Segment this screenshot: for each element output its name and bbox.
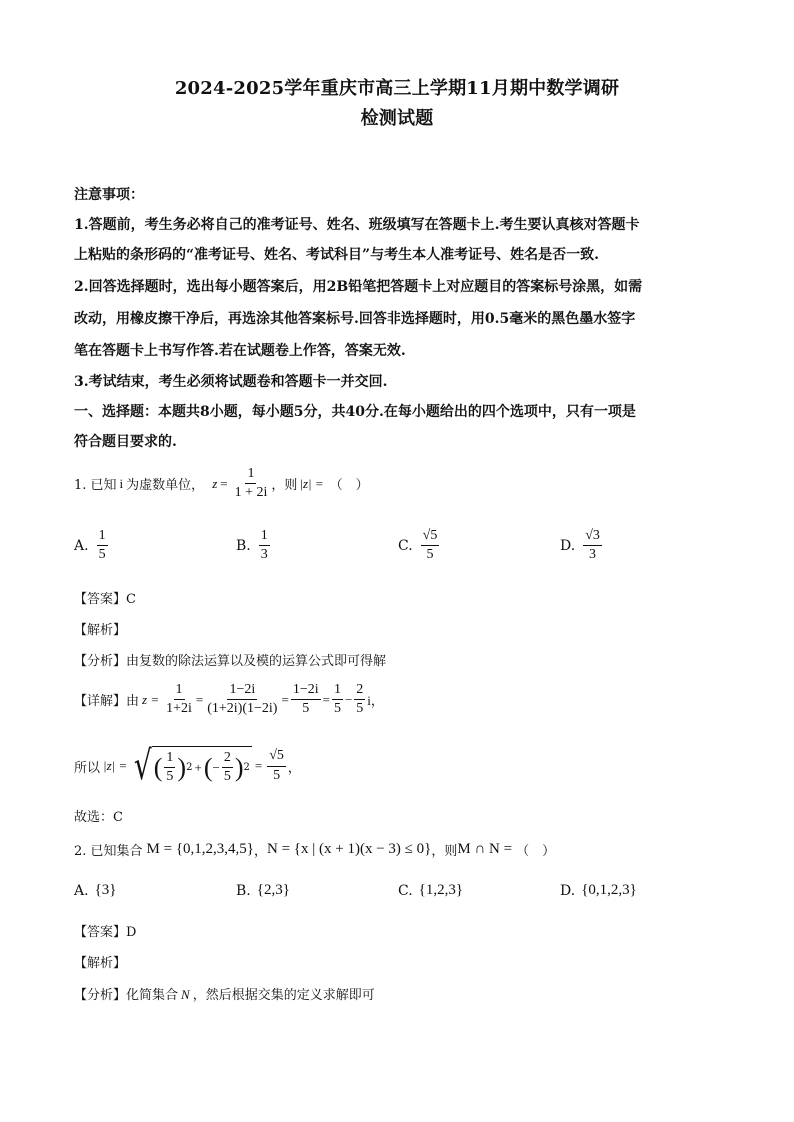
q2-comma: ，	[254, 844, 268, 859]
q1-eq: =	[220, 475, 228, 491]
option-den: 5	[426, 547, 434, 563]
note-1-line-2: 上粘贴的条形码的“准考证号、姓名、考试科目”与考生本人准考证号、姓名是否一致.	[74, 247, 599, 263]
option-label: C.	[398, 882, 413, 899]
option-value: {0,1,2,3}	[581, 882, 637, 898]
note-2-line-3: 笔在答题卡上书写作答.若在试题卷上作答，答案无效.	[74, 343, 406, 359]
q2-prefix: 2. 已知集合	[74, 844, 143, 859]
q2-fenxi-b: ，然后根据交集的定义求解即可	[192, 988, 375, 1003]
q1-then: ，则	[271, 478, 298, 494]
q2-fenxi	[74, 984, 724, 1003]
detail-minus: −	[344, 691, 353, 707]
option-label: A.	[74, 537, 89, 554]
q1-option-a	[74, 528, 110, 563]
option-label: A.	[74, 882, 89, 899]
q1-detail: 【详解】由 z = $\frac{1}{1+2i}$ = $\frac{1-2i}{(1+2i)(1-2i)}$ = $\frac{1-2i}{5}$ = $\frac{1}{5}$ − $\frac{2}{5}$ i，	[74, 682, 384, 717]
so-prefix: 所以	[74, 760, 101, 776]
option-num: 1	[259, 528, 270, 546]
q1-mid-text: 为虚数单位，	[126, 478, 205, 494]
detail-frac-num: 1−2i	[291, 682, 321, 700]
so-result-num: √5	[267, 748, 286, 766]
option-den: 5	[98, 547, 106, 563]
q1-answer-paren: （ ）	[329, 478, 369, 494]
q1-choose: 故选：C	[74, 810, 123, 825]
question-1	[74, 466, 724, 501]
q1-prefix: 1. 已知	[74, 478, 117, 494]
detail-frac-num: 1−2i	[227, 682, 257, 700]
detail-frac-num: 1	[332, 682, 343, 700]
so-result-den: 5	[273, 767, 281, 783]
q1-imag-unit: i	[119, 475, 124, 491]
option-label: D.	[560, 882, 576, 899]
q2-then: ，则	[431, 844, 458, 859]
note-2-line-1: 2.回答选择题时，选出每小题答案后，用2B铅笔把答题卡上对应题目的答案标号涂黑，如需	[74, 279, 643, 295]
note-2-line-2: 改动，用橡皮擦干净后，再选涂其他答案标号.回答非选择题时，用0.5毫米的黑色墨水签字	[74, 311, 636, 327]
note-3: 3.考试结束，考生必须将试题卷和答题卡一并交回.	[74, 374, 388, 390]
q2-option-a	[74, 882, 116, 899]
document-title: 2024-2025学年重庆市高三上学期11月期中数学调研	[174, 78, 620, 99]
option-label: D.	[560, 537, 576, 554]
option-label: B.	[236, 882, 251, 899]
q1-z: z	[212, 475, 218, 491]
detail-prefix: 【详解】由	[74, 694, 140, 710]
option-num: 1	[97, 528, 108, 546]
q2-answer: 【答案】D	[74, 925, 137, 940]
detail-tail: i，	[367, 693, 384, 709]
q2-option-c	[398, 882, 463, 899]
q1-fraction	[233, 466, 270, 501]
so-abs: |z| =	[103, 758, 128, 773]
q1-frac-den: 1 + 2i	[234, 485, 268, 501]
option-den: 3	[589, 547, 597, 563]
so-frac-num: 1	[164, 750, 175, 768]
q2-set-m: M = {0,1,2,3,4,5}	[146, 841, 254, 857]
detail-frac-den: 5	[302, 701, 310, 717]
q1-option-b	[236, 528, 272, 563]
option-num: √5	[421, 528, 440, 546]
q2-option-b	[236, 882, 290, 899]
sqrt-sign: √ ( $\frac{1}{5}$ ) 2 + ( − $\frac{2}{5}$ ) 2	[134, 743, 250, 789]
detail-frac-num: 1	[174, 682, 185, 700]
q1-fenxi: 【分析】由复数的除法运算以及模的运算公式即可得解	[74, 654, 387, 669]
q2-option-d	[560, 882, 637, 899]
option-num: √3	[583, 528, 602, 546]
option-den: 3	[260, 547, 268, 563]
notes-heading: 注意事项：	[74, 187, 144, 203]
q2-intersection: M ∩ N =	[457, 841, 513, 857]
detail-z-eq: z =	[142, 691, 160, 707]
q1-analysis-label: 【解析】	[74, 623, 127, 638]
option-label: C.	[398, 537, 413, 554]
q2-answer-paren: （ ）	[516, 844, 556, 859]
q2-fenxi-a: 【分析】化简集合	[74, 988, 179, 1003]
option-value: {3}	[94, 882, 117, 898]
so-frac-den: 5	[166, 769, 174, 784]
detail-frac-den: 5	[356, 701, 364, 717]
q1-abs: |z| =	[299, 475, 324, 491]
detail-frac-den: (1+2i)(1−2i)	[207, 701, 278, 717]
q1-frac-num: 1	[245, 466, 256, 484]
option-label: B.	[236, 537, 251, 554]
q1-modulus-line: 所以 |z| = √ ( $\frac{1}{5}$ ) 2 + ( − $\frac{2}{5}$ ) 2 = $\frac{√5}{5}$ ，	[74, 743, 301, 789]
q2-set-n: N = {x | (x + 1)(x − 3) ≤ 0}	[267, 841, 432, 857]
question-2	[74, 840, 724, 859]
detail-frac-den: 1+2i	[166, 701, 192, 717]
section-heading-line-2: 符合题目要求的.	[74, 434, 177, 450]
option-value: {2,3}	[256, 882, 290, 898]
q1-answer: 【答案】C	[74, 592, 136, 607]
q2-analysis-label: 【解析】	[74, 956, 127, 971]
detail-frac-den: 5	[333, 701, 341, 717]
option-value: {1,2,3}	[418, 882, 464, 898]
so-frac-den: 5	[223, 769, 231, 784]
document-subtitle: 检测试题	[360, 108, 434, 129]
note-1-line-1: 1.答题前，考生务必将自己的准考证号、姓名、班级填写在答题卡上.考生要认真核对答题卡	[74, 217, 640, 233]
so-tail: ，	[287, 760, 301, 776]
section-heading-line-1: 一、选择题：本题共8小题，每小题5分，共40分.在每小题给出的四个选项中，只有一项是	[74, 404, 636, 420]
q1-option-c	[398, 528, 441, 563]
q2-fenxi-n: N	[181, 987, 190, 1002]
detail-frac-num: 2	[354, 682, 365, 700]
q1-option-d	[560, 528, 604, 563]
so-frac-num: 2	[222, 750, 233, 768]
